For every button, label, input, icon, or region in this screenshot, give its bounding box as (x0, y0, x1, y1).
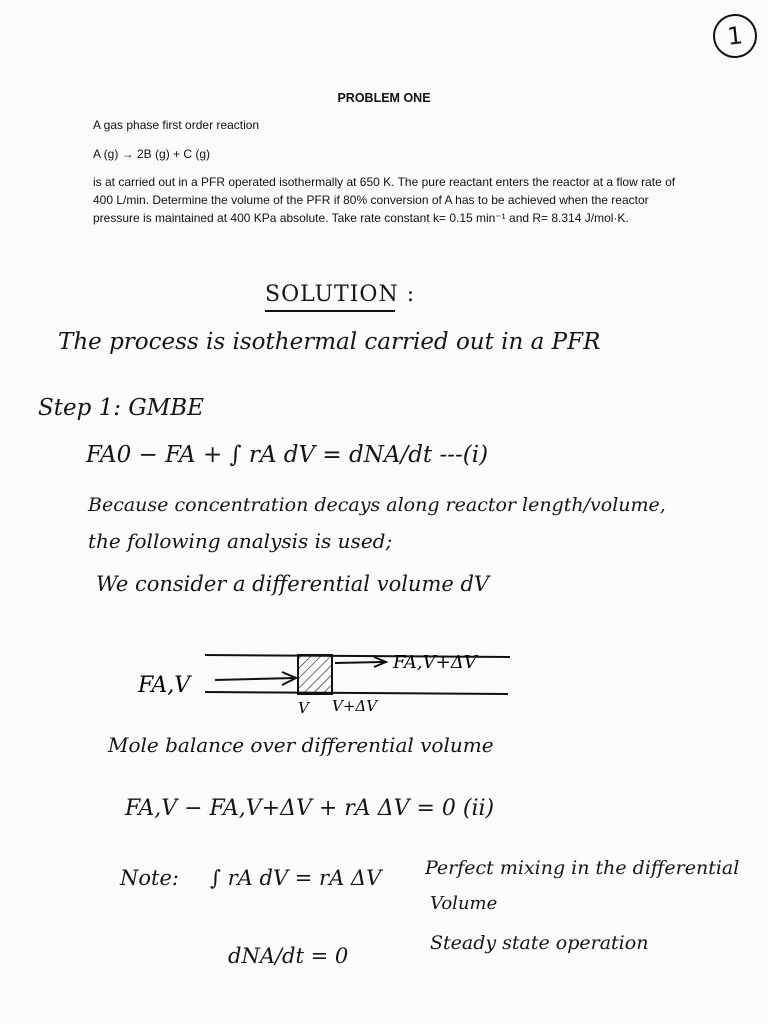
note-comment-1: Perfect mixing in the differential (425, 857, 740, 879)
outlet-label: FA,V+ΔV (393, 652, 477, 673)
mole-balance-equation: FA,V − FA,V+ΔV + rA ΔV = 0 (ii) (125, 796, 495, 821)
inlet-label: FA,V (138, 673, 191, 698)
note-comment-2: Volume (430, 893, 498, 914)
reactor-bottom-wall (205, 692, 508, 694)
page-number: 1 (711, 12, 759, 60)
step-one-label: Step 1: GMBE (38, 395, 204, 421)
consider-line: We consider a differential volume dV (96, 572, 490, 596)
outlet-arrow (335, 662, 384, 663)
differential-element (298, 655, 332, 694)
pfr-differential-diagram (0, 630, 768, 720)
steady-state-comment: Steady state operation (430, 932, 649, 954)
label-v: V (298, 699, 309, 717)
note-equation: ∫ rA dV = rA ΔV (210, 866, 382, 890)
mole-balance-heading: Mole balance over differential volume (108, 733, 494, 757)
problem-intro: A gas phase first order reaction (93, 118, 260, 132)
gmbe-equation: FA0 − FA + ∫ rA dV = dNA/dt ---(i) (86, 442, 489, 468)
solution-line-process: The process is isothermal carried out in a PFR (58, 329, 601, 355)
inlet-arrow (215, 678, 295, 680)
note-prefix: Note: (120, 866, 179, 890)
reaction-equation: A (g) → 2B (g) + C (g) (93, 147, 211, 161)
solution-heading: SOLUTION : (265, 282, 416, 307)
because-line-2: the following analysis is used; (88, 529, 393, 553)
problem-statement: is at carried out in a PFR operated isothermally at 650 K. The pure reactant enters the reactor at a flow rate of 400 L/min. Determine the volume of the PFR if 80% conversion of A has to be achieved when the reactor pressure is maintained at 400 KPa absolute. Take rate constant k= 0.15 min⁻¹ and R= 8.314 J/mol·K. (93, 175, 676, 225)
solution-underline (265, 310, 395, 312)
label-v-plus-dv: V+ΔV (332, 697, 378, 715)
problem-title: PROBLEM ONE (337, 91, 431, 105)
because-line-1: Because concentration decays along reactor length/volume, (88, 494, 666, 516)
steady-state-equation: dNA/dt = 0 (228, 944, 349, 968)
